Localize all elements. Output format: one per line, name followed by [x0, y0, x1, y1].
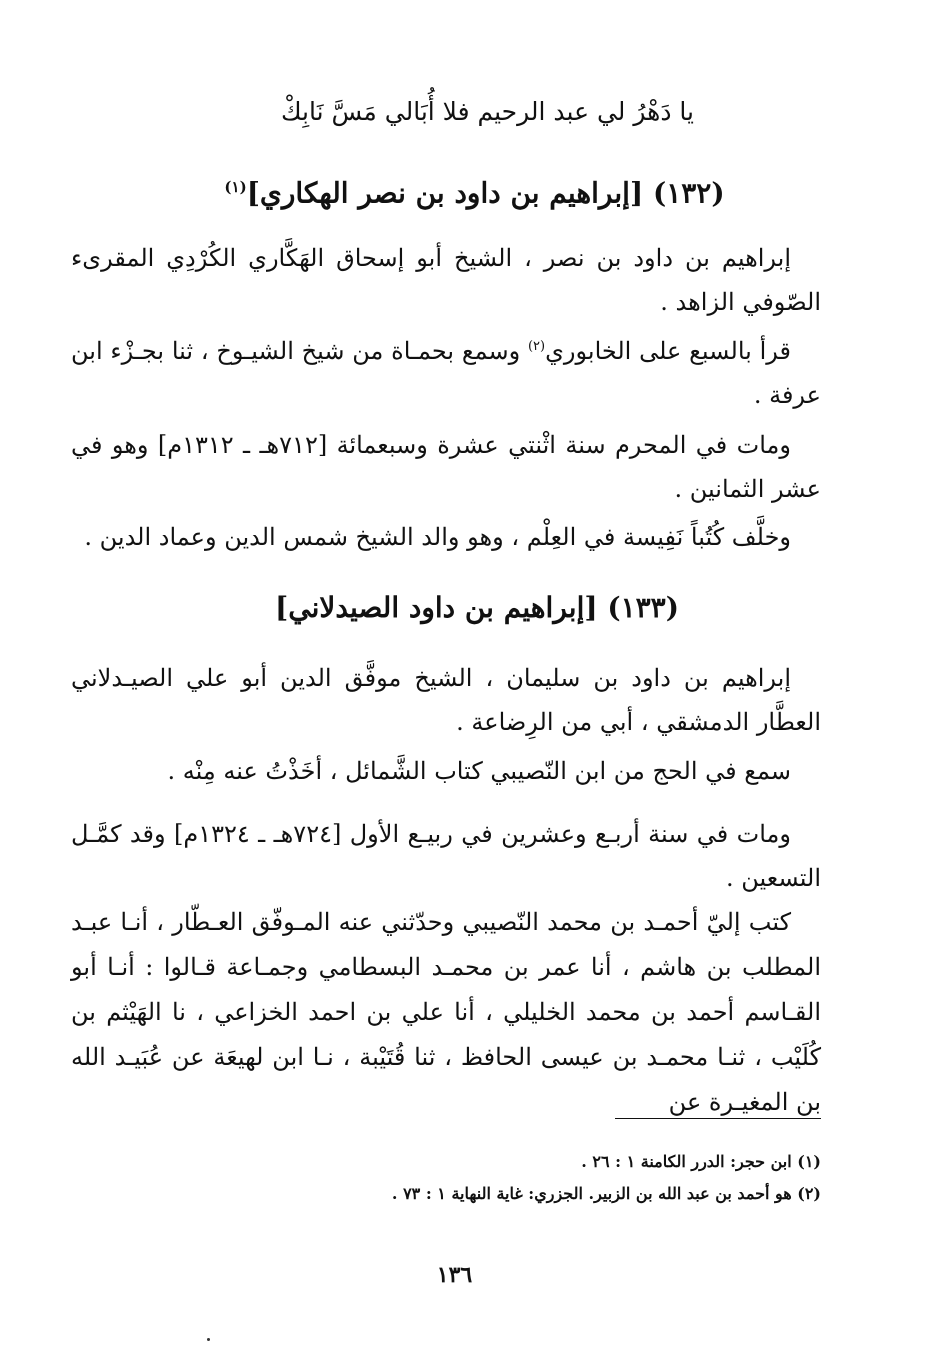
- entry-132-paragraph: إبراهيم بن داود بن نصر ، الشيخ أبو إسحاق الهَكَّاري الكُرْدِي المقرىء الصّوفي الزاهد .: [71, 244, 821, 316]
- entry-133-title: (١٣٣) [إبراهيم بن داود الصيدلاني]: [275, 591, 679, 624]
- entry-132-paragraph: [71, 329, 821, 417]
- footnote-separator: [615, 1118, 821, 1119]
- page-number: ١٣٦: [436, 1262, 473, 1288]
- entry-133-paragraph: كتب إليّ أحمـد بن محمد النّصيبي وحدّثني عنه المـوفّق العـطّار ، أنـا عبـد المطلب بن هاشم ، أنا عمر بن محمـد البسطامي وجمـاعة قـالوا : أنـا أبو القـاسم أحمد بن محمد الخليلي ، أنا علي بن احمد الخزاعي ، نا الهَيْثم بن كُلَيْب ، ثنـا محمـد بن عيسى الحافظ ، ثنا قُتَيْبة ، نـا ابن لهيعَة عن عُبَيـد الله بن المغيـرة عن: [71, 908, 822, 1116]
- footnote-ref-1: (١): [224, 178, 247, 196]
- entry-133-heading: [0, 586, 939, 630]
- entry-132-paragraph: ومات في المحرم سنة اثْنتي عشرة وسبعمائة [٧١٢هـ ـ ١٣١٢م] وهو في عشر الثمانين .: [71, 431, 821, 503]
- entry-132-heading: [0, 165, 939, 215]
- entry-132-title: (١٣٢) [إبراهيم بن داود بن نصر الهكاري]: [246, 176, 725, 210]
- footnotes: [71, 1146, 821, 1210]
- footnote-2: (٢) هو أحمد بن عبد الله بن الزبير. الجزري: غاية النهاية ١ : ٧٣ .: [391, 1184, 821, 1203]
- entry-133-paragraph: إبراهيم بن داود بن سليمان ، الشيخ موفَّق الدين أبو علي الصيـدلاني العطَّار الدمشقي ، أبي من الرِضاعة .: [71, 664, 821, 736]
- paragraph-text: وسمع بحمـاة من شيخ الشيـوخ ، ثنا بجـزْء ابن عرفة .: [71, 337, 821, 409]
- entry-132-paragraph: وخلَّف كُتُباً نَفِيسة في العِلْم ، وهو والد الشيخ شمس الدين وعماد الدين .: [84, 523, 791, 551]
- poetry-verse: يا دَهْرُ لي عبد الرحيم فلا أُبَالي مَسَّ نَابِكْ: [280, 97, 694, 126]
- footnote-1: (١) ابن حجر: الدرر الكامنة ١ : ٢٦ .: [581, 1152, 821, 1171]
- footnote-ref-2: (٢): [527, 339, 546, 354]
- paragraph-text: قرأ بالسبع على الخابوري: [545, 337, 791, 365]
- entry-133-paragraph: سمع في الحج من ابن النّصيبي كتاب الشَّمائل ، أخَذْتُ عنه مِنْه .: [167, 757, 791, 785]
- entry-133-paragraph: ومات في سنة أربـع وعشرين في ربيـع الأول [٧٢٤هـ ـ ١٣٢٤م] وقد كمَّـل التسعين .: [71, 820, 821, 892]
- scan-speck: [207, 1338, 210, 1341]
